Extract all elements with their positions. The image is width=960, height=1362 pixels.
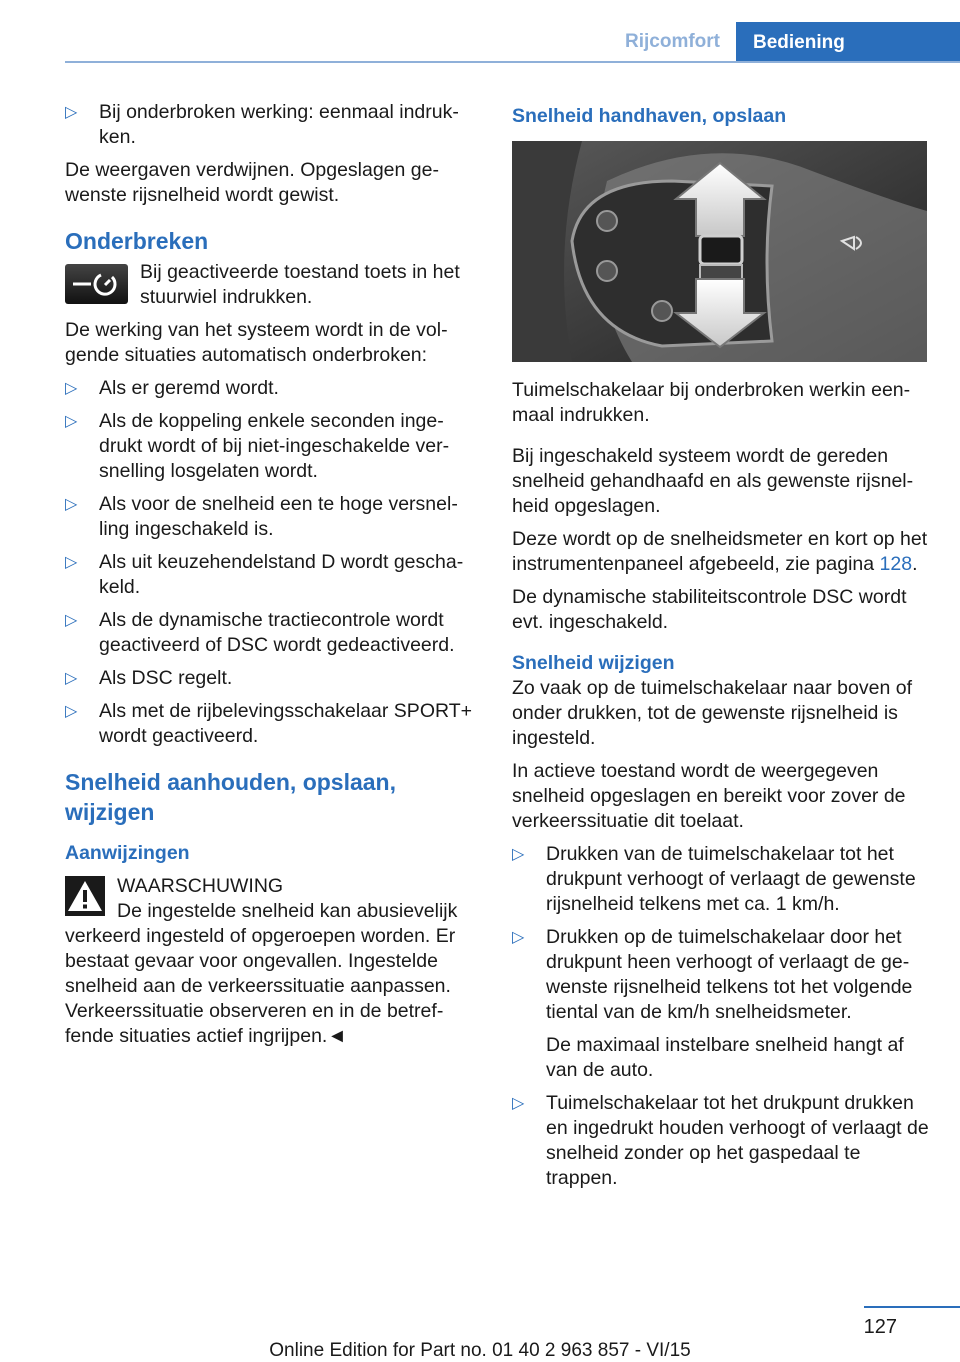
header-section: Rijcomfort <box>625 31 720 52</box>
bullet-list-top <box>65 100 480 150</box>
triangle-bullet-icon: ▷ <box>65 612 78 629</box>
heading-handhaven: Snelheid handhaven, opslaan <box>512 105 787 127</box>
list-item: ▷ Als de dynamische tractiecontrole wordt geactiveerd of DSC wordt gedeactiveerd. <box>65 609 455 656</box>
paragraph: Tuimelschakelaar bij onderbroken werkin eenmaal indrukken. <box>512 379 911 426</box>
triangle-bullet-icon: ▷ <box>512 1095 525 1112</box>
header-rule <box>65 61 960 63</box>
triangle-bullet-icon: ▷ <box>512 929 525 946</box>
page-header <box>0 0 960 64</box>
list-item: ▷ Tuimelschakelaar tot het drukpunt drukken en ingedrukt houden verhoogt of verlaagt de snelheid zonder op het gaspedaal te trappen. <box>512 1092 929 1189</box>
heading-aanwijzingen: Aanwijzingen <box>65 842 190 864</box>
triangle-bullet-icon: ▷ <box>65 413 78 430</box>
triangle-bullet-icon: ▷ <box>65 554 78 571</box>
paragraph: Zo vaak op de tuimelschakelaar naar boven of onder drukken, tot de gewenste rijsnelheid is ingesteld. <box>512 677 912 749</box>
triangle-bullet-icon: ▷ <box>65 496 78 513</box>
paragraph: De weergaven verdwijnen. Opgeslagen gewenste rijsnelheid wordt gewist. <box>65 159 439 206</box>
cruise-interrupt-button-icon <box>65 264 128 304</box>
icon-instruction-text: Bij geactiveerde toestand toets in het stuurwiel indrukken. <box>140 261 460 308</box>
list-item: ▷ Drukken op de tuimelschakelaar door het drukpunt heen verhoogt of verlaagt de gewenste rijsnelheid telkens tot het volgende tiental van de km/h snelheidsmeter. De maximaal instelbare snelheid hangt af van de auto. <box>512 925 932 1083</box>
bullet-list-wijzigen <box>512 842 932 1191</box>
page-number: 127 <box>863 1316 897 1338</box>
list-item: ▷ Bij onderbroken werking: eenmaal indrukken. <box>65 101 459 148</box>
left-column <box>65 100 480 1057</box>
list-item: ▷ Als de koppeling enkele seconden ingedrukt wordt of bij niet-ingeschakelde versnelling losgelaten wordt. <box>65 410 450 482</box>
steering-wheel-rocker-illustration <box>512 141 927 362</box>
list-item: ▷ Als DSC regelt. <box>65 667 233 689</box>
list-item: ▷ Als er geremd wordt. <box>65 377 279 399</box>
list-item: ▷ Drukken van de tuimelschakelaar tot het drukpunt verhoogt of verlaagt de gewenste rijsnelheid telkens met ca. 1 km/h. <box>512 843 916 915</box>
list-item: ▷ Als voor de snelheid een te hoge versnelling ingeschakeld is. <box>65 493 458 540</box>
footer-edition: Online Edition for Part no. 01 40 2 963 857 - VI/15 <box>269 1340 691 1361</box>
list-item: ▷ Als met de rijbelevingsschakelaar SPORT+ wordt geactiveerd. <box>65 700 473 747</box>
warning-label: WAARSCHUWING <box>117 875 284 897</box>
heading-onderbreken: Onderbreken <box>65 228 209 254</box>
right-column <box>512 100 932 1199</box>
paragraph: In actieve toestand wordt de weergegeven snelheid opgeslagen en bereikt voor zover de verkeerssituatie dit toelaat. <box>512 760 906 832</box>
paragraph: Bij ingeschakeld systeem wordt de gereden snelheid gehandhaafd en als gewenste rijsnelheid opgeslagen. <box>512 445 914 517</box>
paragraph: De dynamische stabiliteitscontrole DSC wordt evt. ingeschakeld. <box>512 586 907 633</box>
list-item-note: De maximaal instelbare snelheid hangt af van de auto. <box>546 1034 904 1081</box>
triangle-bullet-icon: ▷ <box>65 670 78 687</box>
page-link[interactable]: 128 <box>879 553 913 575</box>
footer-rule <box>864 1306 960 1308</box>
warning-block <box>65 874 480 1049</box>
paragraph: De werking van het systeem wordt in de volgende situaties automatisch onderbroken: <box>65 319 448 366</box>
heading-aanhouden: Snelheid aanhouden, opslaan, wijzigen <box>65 769 396 825</box>
heading-wijzigen: Snelheid wijzigen <box>512 652 675 674</box>
header-chapter-tab: Bediening <box>736 22 960 63</box>
triangle-bullet-icon: ▷ <box>65 703 78 720</box>
icon-instruction <box>65 260 480 310</box>
list-item: ▷ Als uit keuzehendelstand D wordt geschakeld. <box>65 551 464 598</box>
triangle-bullet-icon: ▷ <box>512 846 525 863</box>
warning-text: De ingestelde snelheid kan abusievelijk verkeerd ingesteld of opgeroepen worden. Er bestaat gevaar voor ongevallen. Ingestelde snelheid aan de verkeerssituatie aanpassen. Verkeerssituatie observeren en in de betreffende situaties actief ingrijpen.◄ <box>65 900 458 1047</box>
paragraph-with-link: Deze wordt op de snelheidsmeter en kort op het instrumentenpaneel afgebeeld, zie pagina 128. <box>512 528 928 575</box>
warning-triangle-icon <box>65 876 105 916</box>
bullet-list-interruptions <box>65 376 480 749</box>
triangle-bullet-icon: ▷ <box>65 380 78 397</box>
triangle-bullet-icon: ▷ <box>65 104 78 121</box>
